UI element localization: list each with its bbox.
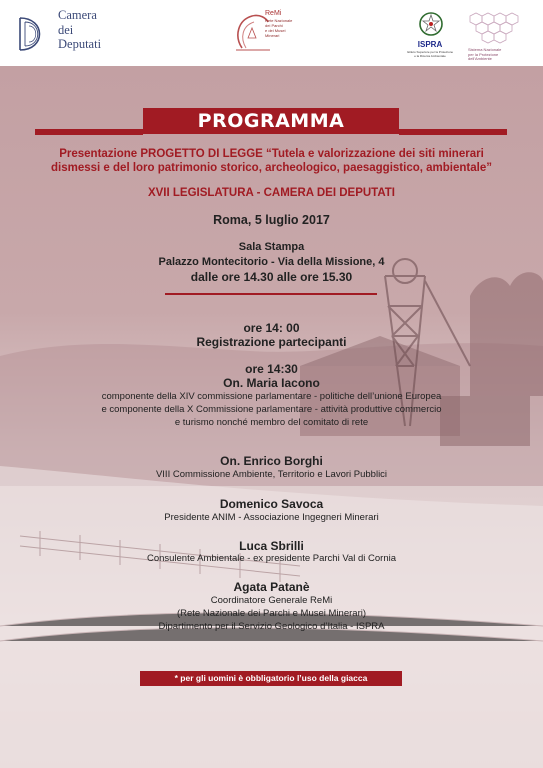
snpa-line-2: per la Protezione [468, 51, 499, 57]
divider-line [165, 293, 377, 295]
camera-line-1: Camera [58, 8, 97, 22]
camera-line-2: dei [58, 22, 74, 37]
ispra-sub-line-1: Istituto Superiore per la Protezione [406, 50, 454, 54]
event-hours: dalle ore 14.30 alle ore 15.30 [190, 270, 353, 284]
title-strip-right [399, 129, 507, 135]
speaker-role-1-line-1: componente della XIV commissione parlamentare - politiche dell’unione Europea [101, 391, 442, 402]
snpa-line-1: Sistema Nazionale [468, 47, 502, 52]
presentation-line-2: dismessi e del loro patrimonio storico, archeologico, paesaggistico, ambientale” [51, 162, 492, 174]
speaker-role-4-line-1: Consulente Ambientale - ex presidente Parchi Val di Cornia [146, 553, 397, 564]
speaker-role-2-line-1: VIII Commissione Ambiente, Territorio e Lavori Pubblici [155, 469, 388, 480]
title-strip-left [35, 129, 143, 135]
time-registration: ore 14: 00 [243, 321, 300, 335]
camera-line-3: Deputati [58, 37, 102, 51]
speaker-role-5-line-3: Dipartimento per il Servizio Geologico d’Italia - ISPRA [158, 621, 385, 632]
speaker-name-4: Luca Sbrilli [239, 539, 304, 553]
ispra-sub-line-2: e la Ricerca Ambientale [414, 54, 446, 58]
snpa-line-3: dell'Ambiente [468, 56, 492, 61]
speaker-role-1-line-3: e turismo nonché membro del comitato di rete [174, 417, 369, 428]
remi-line-2: Rete Nazionale [265, 18, 293, 23]
legislatura: XVII LEGISLATURA - CAMERA DEI DEPUTATI [147, 187, 396, 199]
speaker-role-3-line-1: Presidente ANIM - Associazione Ingegneri Minerari [164, 512, 379, 523]
speaker-role-5-line-2: (Rete Nazionale dei Parchi e Musei Minerari) [176, 608, 367, 619]
remi-line-1: ReMi [265, 10, 282, 17]
speaker-name-3: Domenico Savoca [219, 497, 324, 511]
presentation-line-1: Presentazione PROGETTO DI LEGGE “Tutela e valorizzazione dei siti minerari [59, 148, 484, 160]
speaker-role-1-line-2: e componente della X Commissione parlamentare - attività produttive commercio [101, 404, 442, 415]
speaker-name-5: Agata Patanè [233, 580, 310, 594]
venue-address: Palazzo Montecitorio - Via della Missione, 4 [158, 256, 385, 268]
remi-line-4: e dei Musei [265, 28, 286, 33]
event-date: Roma, 5 luglio 2017 [213, 213, 330, 227]
speaker-name-1: On. Maria Iacono [223, 376, 320, 390]
dress-code-footnote: * per gli uomini è obbligatorio l’uso della giacca [140, 671, 402, 686]
programma-title: PROGRAMMA [143, 108, 399, 134]
remi-line-3: dei Parchi [265, 23, 283, 28]
speaker-role-5-line-1: Coordinatore Generale ReMi [210, 595, 333, 606]
time-speeches: ore 14:30 [245, 362, 298, 376]
venue-room: Sala Stampa [238, 241, 305, 253]
speaker-name-2: On. Enrico Borghi [220, 454, 323, 468]
registration-label: Registrazione partecipanti [196, 335, 347, 349]
ispra-name: ISPRA [417, 40, 443, 49]
remi-line-5: Minerari [265, 33, 280, 38]
